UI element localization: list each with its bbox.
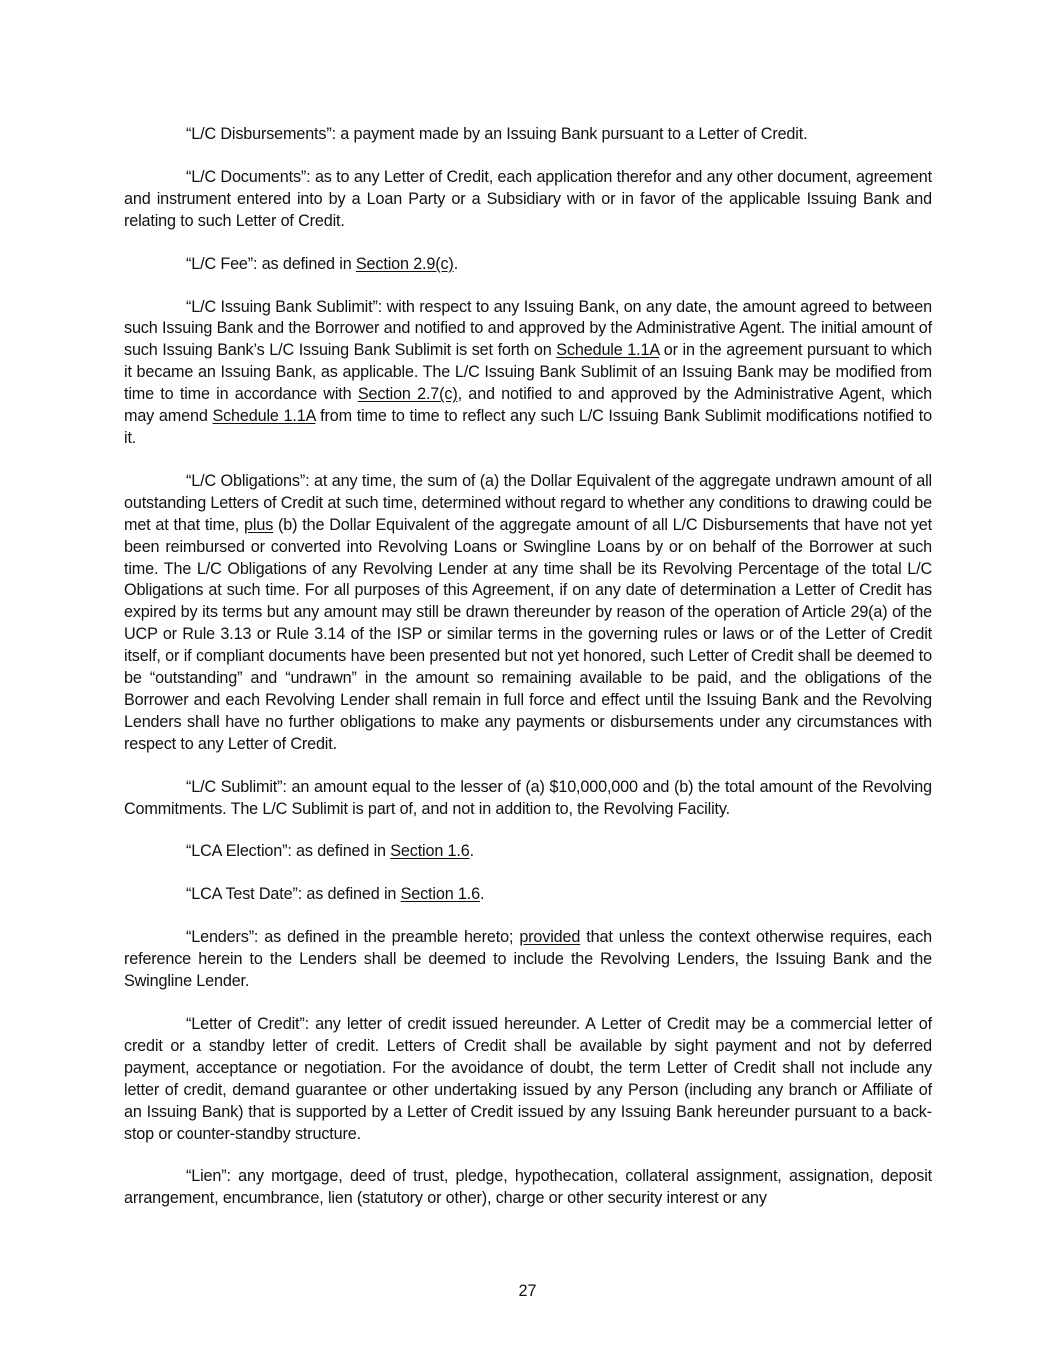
schedule-reference: Schedule 1.1A [212,407,316,426]
definition-lca-election [124,841,932,863]
definition-text: “L/C Obligations”: at any time, the sum of (a) the Dollar Equivalent of the aggregate undrawn amount of all outstanding Letters of Credit at such time, determined without regard to whether any conditions to drawing could be met at that time, [124,471,932,534]
definition-lien [124,1166,932,1210]
definition-text: “LCA Election”: as defined in [186,842,391,861]
definition-text: “L/C Sublimit”: an amount equal to the lesser of (a) $10,000,000 and (b) the total amount of the Revolving Commitments. The L/C Sublimit is part of, and not in addition to, the Revolving Facility. [124,777,932,818]
definition-letter-of-credit [124,1014,932,1145]
definition-lc-obligations [124,471,932,756]
section-reference: Section 1.6 [400,885,480,904]
page-number: 27 [518,1282,537,1300]
definition-text: , and notified to and approved by the Administrative Agent, which may amend [124,385,933,426]
definition-lc-issuing-bank-sublimit [124,297,932,450]
definition-text: “L/C Disbursements”: a payment made by an Issuing Bank pursuant to a Letter of Credit. [186,125,808,143]
document-page [124,124,932,1231]
definition-text: “Letter of Credit”: any letter of credit issued hereunder. A Letter of Credit may be a commercial letter of credit or a standby letter of credit. Letters of Credit shall be available by sight payment and not by deferred payment, acceptance or negotiation. For the avoidance of doubt, the term Letter of Credit shall not include any letter of credit, demand guarantee or other undertaking issued by any Person (including any branch or Affiliate of an Issuing Bank) that is supported by a Letter of Credit issued by any Issuing Bank hereunder pursuant to a back-stop or counter-standby structure. [124,1015,932,1143]
definition-text: that unless the context otherwise requires, each reference herein to the Lenders shall be deemed to include the Revolving Lenders, the Issuing Bank and the Swingline Lender. [124,928,932,991]
definition-text: (b) the Dollar Equivalent of the aggregate amount of all L/C Disbursements that have not yet been reimbursed or converted into Revolving Loans or Swingline Loans by or on behalf of the Borrower at such time. The L/C Obligations of any Revolving Lender at any time shall be its Revolving Percentage of the total L/C Obligations at such time. For all purposes of this Agreement, if on any date of determination a Letter of Credit has expired by its terms but any amount may still be drawn thereunder by reason of the operation of Article 29(a) of the UCP or Rule 3.13 or Rule 3.14 of the ISP or similar terms in the governing rules or laws or of the Letter of Credit itself, or if compliant documents have been presented but not yet honored, such Letter of Credit shall be deemed to be “outstanding” and “undrawn” in the amount so remaining available to be paid, and the obligations of the Borrower and each Revolving Lender shall remain in full force and effect until the Issuing Bank and the Revolving Lenders shall have no further obligations to make any payments or disbursements under any circumstances with respect to any Letter of Credit. [124,515,932,753]
definition-text: “Lien”: any mortgage, deed of trust, pledge, hypothecation, collateral assignment, assignation, deposit arrangement, encumbrance, lien (statutory or other), charge or other security interest or any [124,1167,932,1208]
definition-text: “L/C Fee”: as defined in [186,254,356,273]
definition-text: “LCA Test Date”: as defined in [186,885,401,904]
emphasis-term: provided [519,928,581,947]
definition-text: or in the agreement pursuant to which it became an Issuing Bank, as applicable. The L/C Issuing Bank Sublimit of an Issuing Bank may be modified from time to time in accordance with [124,341,933,404]
definition-text: . [479,885,485,904]
definition-text: “L/C Documents”: as to any Letter of Credit, each application therefor and any other document, agreement and instrument entered into by a Loan Party or a Subsidiary with or in favor of the applicable Issuing Bank and relating to such Letter of Credit. [124,167,932,230]
definition-text: “Lenders”: as defined in the preamble hereto; [186,928,520,947]
definition-lenders [124,927,932,993]
section-reference: Section 1.6 [390,842,470,861]
definition-text: from time to time to reflect any such L/C Issuing Bank Sublimit modifications notified to it. [124,407,932,447]
definition-text: . [469,842,474,861]
definition-lc-sublimit [124,777,932,821]
schedule-reference: Schedule 1.1A [556,341,660,360]
definition-text: . [453,254,459,273]
definition-text: “L/C Issuing Bank Sublimit”: with respect to any Issuing Bank, on any date, the amount agreed to between such Issuing Bank and the Borrower and notified to and approved by the Administrative Agent. The initial amount of such Issuing Bank’s L/C Issuing Bank Sublimit is set forth on [124,297,932,360]
definition-lc-documents [124,167,932,233]
definition-lca-test-date [124,884,932,906]
definition-lc-fee [124,254,932,276]
section-reference: Section 2.7(c) [357,385,458,404]
emphasis-term: plus [244,515,274,534]
definition-lc-disbursements [124,124,932,146]
section-reference: Section 2.9(c) [355,254,454,273]
